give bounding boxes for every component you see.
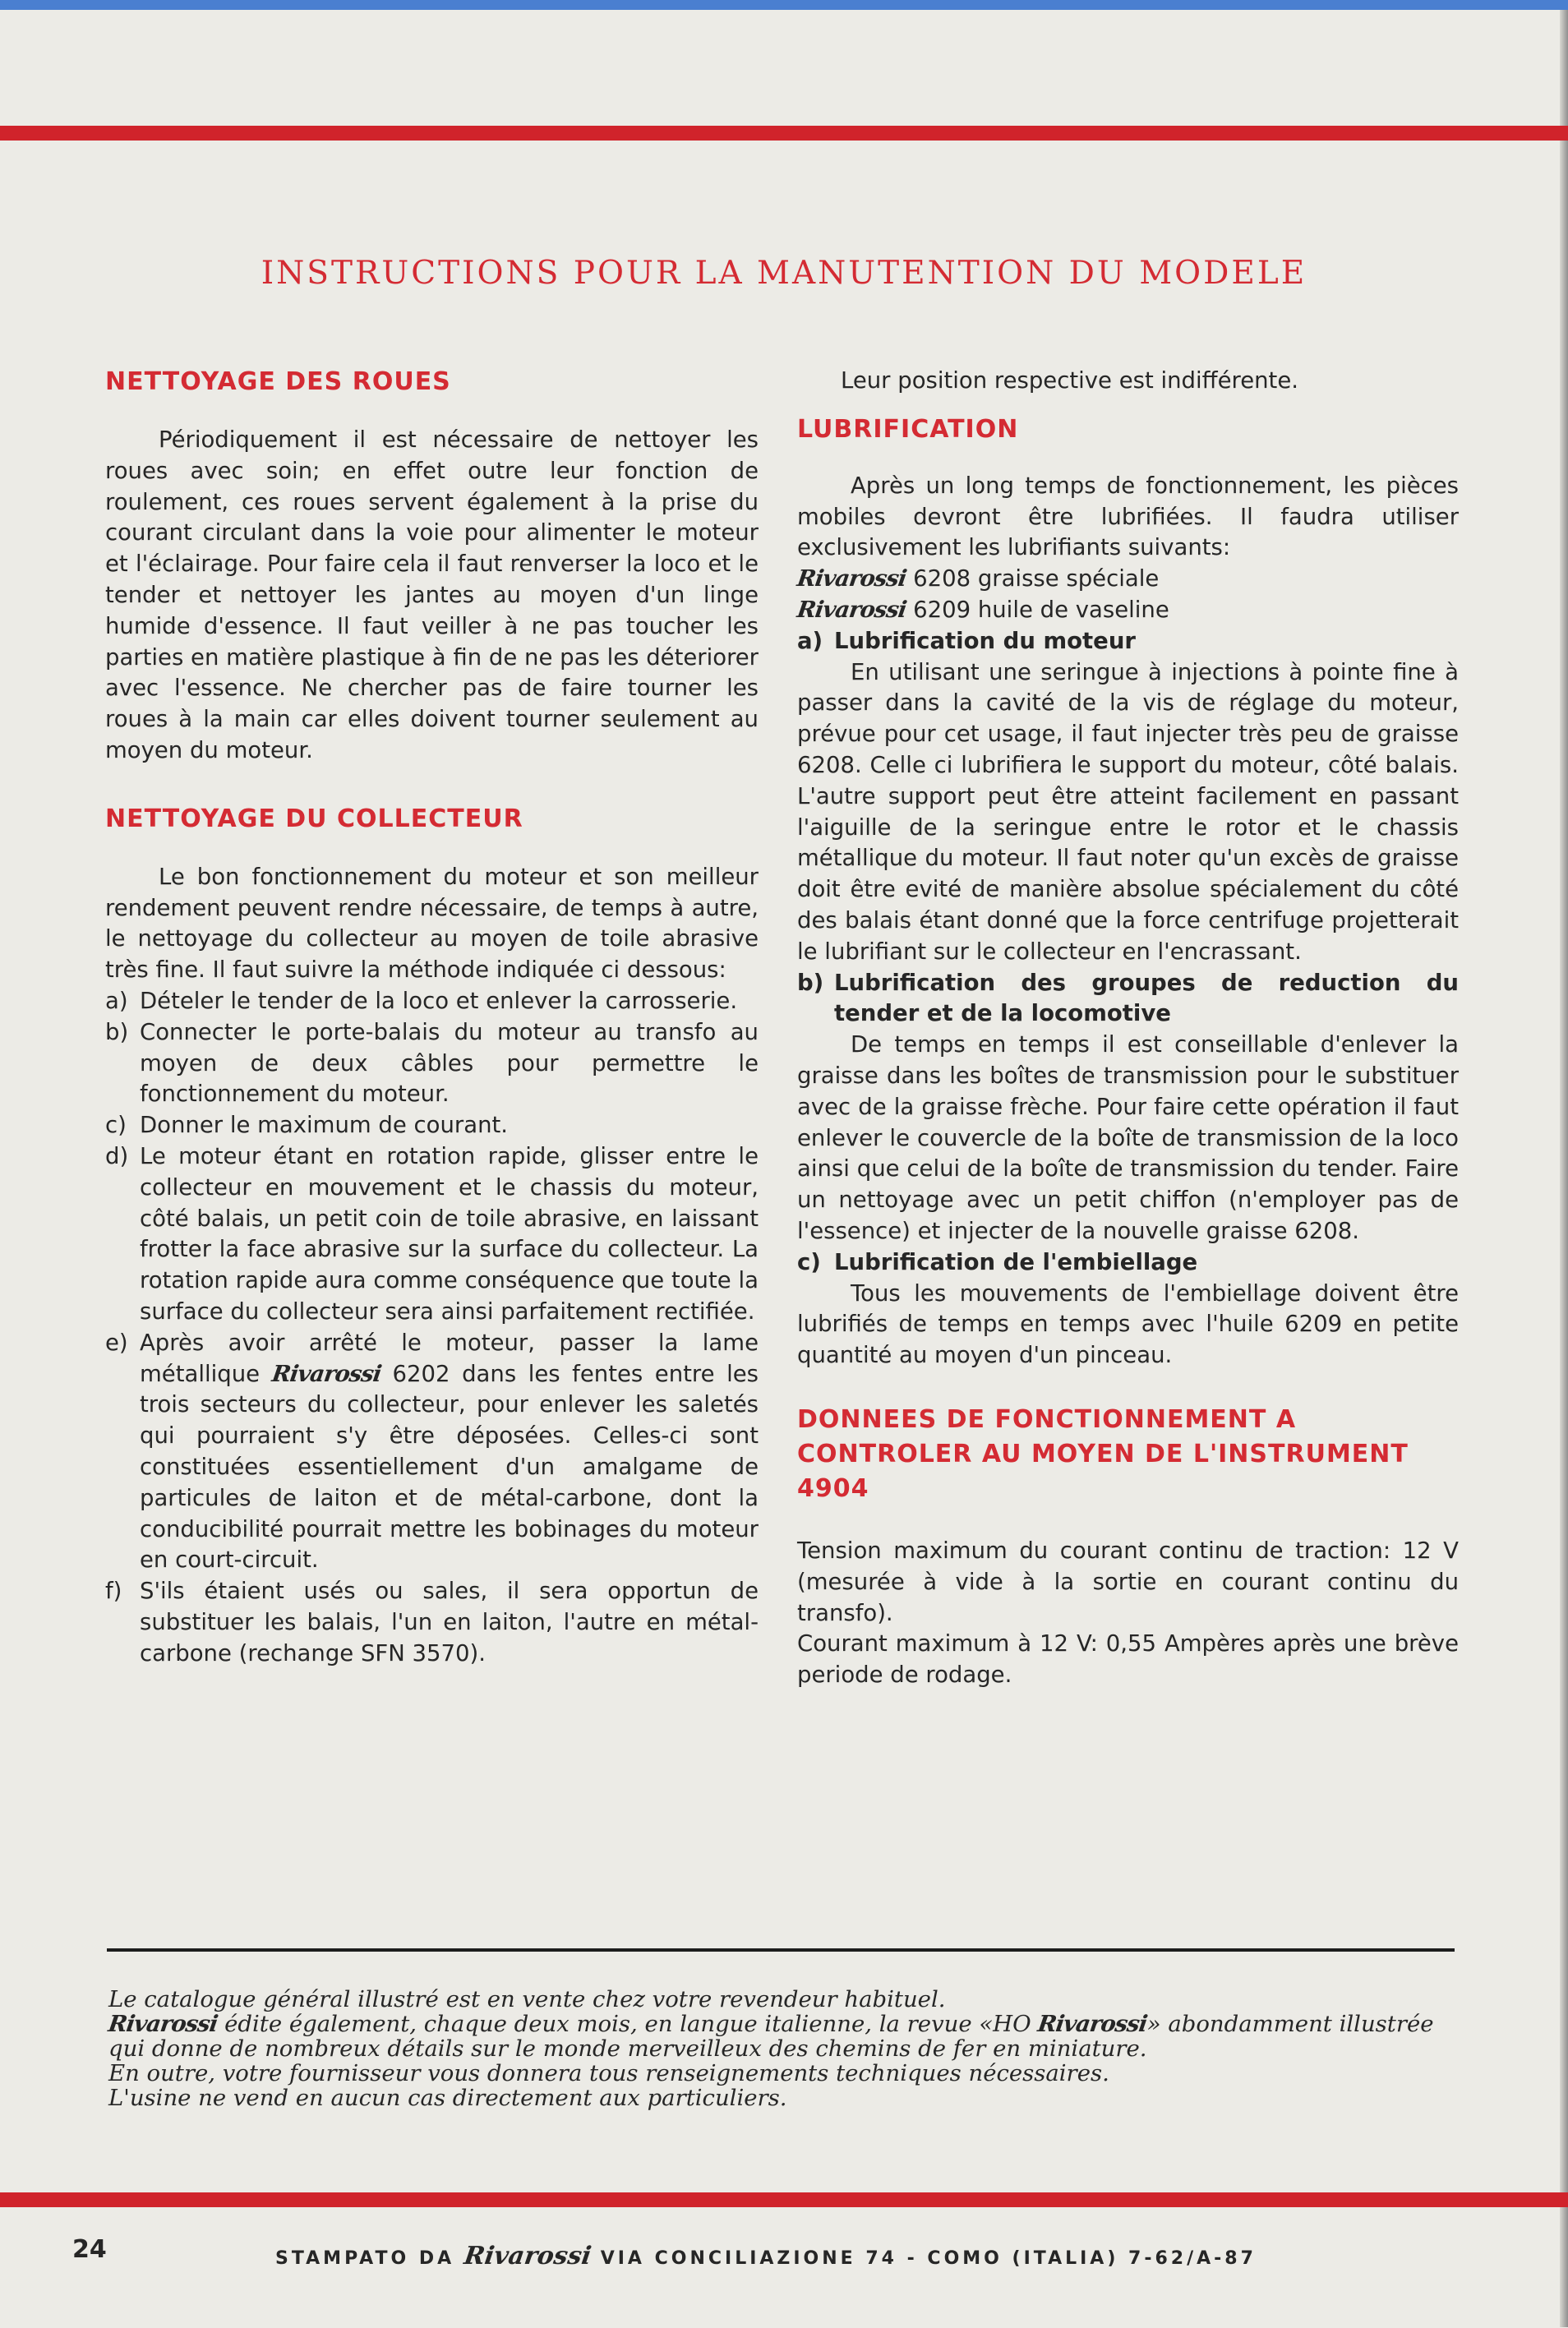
top-red-rule [0,126,1568,141]
lubricant-line: Rivarossi 6208 graisse spéciale [797,564,1459,595]
left-column [105,366,759,1669]
list-item: d) Le moteur étant en rotation rapide, glisser entre le collecteur en mouvement et le chassis du moteur, côté balais, un petit coin de toile abrasive, en laissant frotter la face abrasive sur la surface du collecteur. La rotation rapide aura comme conséquence que toute la surface du collecteur sera ainsi parfaitement rectifiée. [105,1142,759,1325]
heading-nettoyage-roues: NETTOYAGE DES ROUES [105,367,451,396]
page-number: 24 [72,2235,107,2264]
note-fournisseur: En outre, votre fournisseur vous donnera tous renseignements techniques nécessaires. [108,2060,1109,2086]
brand-logo: Rivarossi [270,1360,383,1387]
paragraph-nettoyage-roues: Périodiquement il est nécessaire de nettoyer les roues avec soin; en effet outre leur fonction de roulement, ces roues servent également à la prise du courant circulant dans la voie pour alimenter le moteur et l'éclairage. Pour faire cela il faut renverser la loco et le tender et nettoyer les jantes au moyen d'un linge humide d'essence. Il faut veiller à ne pas toucher les parties en matière plastique à fin de ne pas les déteriorer avec l'essence. Ne chercher pas de faire tourner les roues à la main car elles doivent tourner seulement au moyen du moteur. [105,426,759,763]
right-column [797,366,1459,1691]
paragraph-lubrification: Après un long temps de fonctionnement, les pièces mobiles devront être lubrifiées. Il faudra utiliser exclusivement les lubrifiants suivants: [797,472,1459,561]
paragraph-position: Leur position respective est indifférente. [841,367,1298,394]
list-item: b) Connecter le porte-balais du moteur au transfo au moyen de deux câbles pour permettre le fonctionnement du moteur. [105,1018,759,1108]
paragraph-courant: Courant maximum à 12 V: 0,55 Ampères après une brève periode de rodage. [797,1630,1459,1689]
heading-nettoyage-collecteur: NETTOYAGE DU COLLECTEUR [105,804,523,833]
paragraph-groupes-reduction: De temps en temps il est conseillable d'enlever la graisse dans les boîtes de transmission pour le substituer avec de la graisse frèche. Pour faire cette opération il faut enlever le couvercle de la boîte de transmission de la loco ainsi que celui de la boîte de transmission du tender. Faire un nettoyage avec un petit chiffon (n'employer pas de l'essence) et injecter de la nouvelle graisse 6208. [797,1031,1459,1244]
heading-lubrification: LUBRIFICATION [797,414,1019,444]
scan-right-edge [1560,10,1568,2327]
scan-top-edge [0,0,1568,10]
brand-logo: Rivarossi [1036,2011,1150,2037]
brand-logo: Rivarossi [795,565,908,592]
lubricant-line: Rivarossi 6209 huile de vaseline [797,595,1459,626]
subheading-lubrification-moteur: a) Lubrification du moteur [797,627,1136,654]
list-item: f) S'ils étaient usés ou sales, il sera opportun de substituer les balais, l'un en laiton, l'autre en métal-carbone (rechange SFN 3570). [105,1578,759,1666]
paragraph-lubrification-moteur: En utilisant une seringue à injections à pointe fine à passer dans la cavité de la vis de réglage du moteur, prévue pour cet usage, il faut injecter très peu de graisse 6208. Celle ci lubrifiera le support du moteur, côté balais. L'autre support peut être atteint facilement en passant l'aiguille de la seringue entre le rotor et le chassis métallique du moteur. Il faut noter qu'un excès de graisse doit être evité de manière absolue spécialement du côté des balais étant donné que la force centrifuge projetterait le lubrifiant sur le collecteur en l'encrassant. [797,658,1459,965]
paragraph-embiellage: Tous les mouvements de l'embiellage doivent être lubrifiés de temps en temps avec l'huile 6209 en petite quantité au moyen d'un pinceau. [797,1279,1459,1369]
brand-logo: Rivarossi [795,596,908,623]
subheading-embiellage: c) Lubrification de l'embiellage [797,1248,1198,1275]
paragraph-nettoyage-collecteur: Le bon fonctionnement du moteur et son meilleur rendement peuvent rendre nécessaire, de temps à autre, le nettoyage du collecteur au moyen de toile abrasive très fine. Il faut suivre la méthode indiquée ci dessous: [105,863,759,984]
footer-notes [108,1987,1460,2110]
list-item: e) Après avoir arrêté le moteur, passer la lame métallique Rivarossi 6202 dans les fentes entre les trois secteurs du collecteur, pour enlever les saletés qui pourraient s'y être déposées. Celles-ci sont constituées essentiellement d'un amalgame de particules de laiton et de métal-carbone, dont la conducibilité pourrait mettre les bobinages du moteur en court-circuit. [105,1329,759,1574]
page-title: INSTRUCTIONS POUR LA MANUTENTION DU MODELE [261,255,1307,292]
list-item: c) Donner le maximum de courant. [105,1112,509,1139]
bottom-red-rule [0,2192,1568,2207]
printer-imprint: STAMPATO DA Rivarossi VIA CONCILIAZIONE 74 - COMO (ITALIA) 7-62/A-87 [275,2242,1257,2270]
note-usine: L'usine ne vend en aucun cas directement aux particuliers. [108,2085,787,2111]
paragraph-tension: Tension maximum du courant continu de traction: 12 V (mesurée à vide à la sortie en courant continu du transfo). [797,1537,1459,1626]
brand-logo: Rivarossi [106,2011,219,2037]
subheading-groupes-reduction: b) Lubrification des groupes de reduction du tender et de la locomotive [797,969,1459,1027]
heading-donnees-fonctionnement: DONNEES DE FONCTIONNEMENT A CONTROLER AU MOYEN DE L'INSTRUMENT 4904 [797,1404,1409,1503]
footer-divider [107,1948,1455,1952]
note-revue: Rivarossi édite également, chaque deux mois, en langue italienne, la revue «HO Rivarossi» abondamment illustrée qui donne de nombreux détails sur le monde merveilleux des chemins de fer en miniature. [106,2011,1434,2062]
note-catalogue: Le catalogue général illustré est en vente chez votre revendeur habituel. [108,1986,946,2012]
brand-logo: Rivarossi [462,2242,593,2270]
list-item: a) Dételer le tender de la loco et enlever la carrosserie. [105,987,738,1014]
